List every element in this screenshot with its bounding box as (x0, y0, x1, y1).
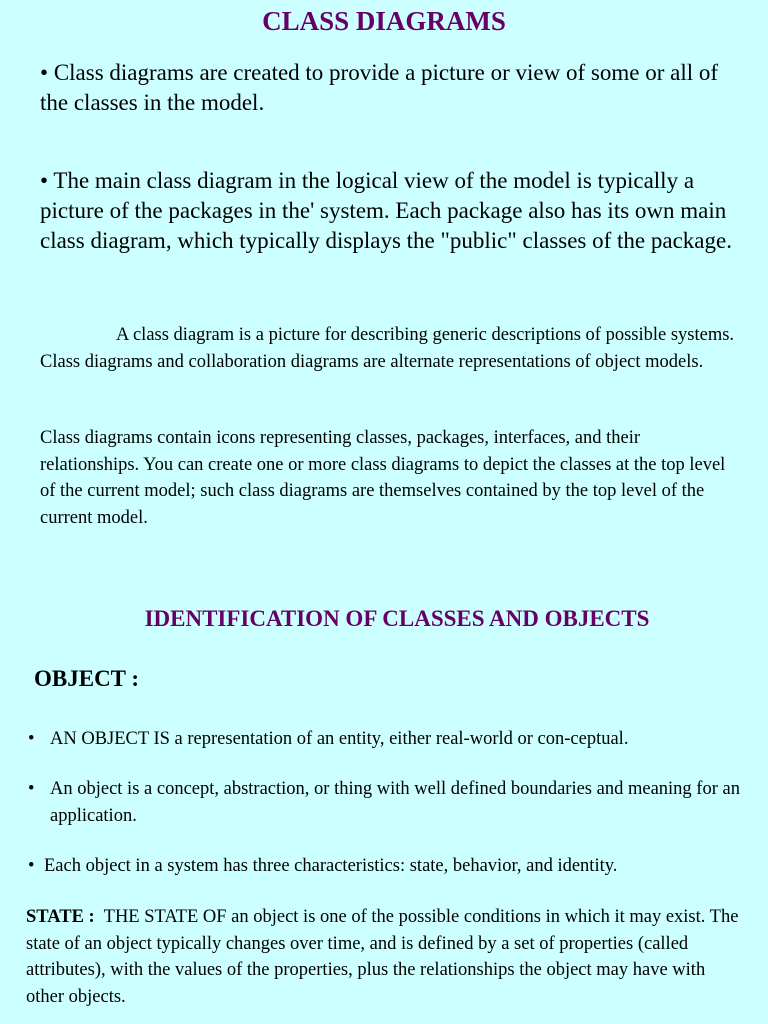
bullet: • (28, 779, 35, 799)
intro-point-2-text: The main class diagram in the logical view of the model is typically a picture of the packages in the' system. Each package also has its own main class diagram, which typically displays the "public" classes of the package. (40, 168, 732, 253)
state-label: STATE : (26, 907, 95, 927)
bullet: • (28, 856, 35, 876)
object-bullet-2-text: An object is a concept, abstraction, or thing with well defined boundaries and meaning for an application. (50, 779, 740, 826)
paragraph-1-text: A class diagram is a picture for describing generic descriptions of possible systems. Class diagrams and collaboration diagrams are alternate representations of object models. (40, 325, 735, 372)
page-title: CLASS DIAGRAMS (262, 6, 506, 36)
bullet: • (40, 60, 49, 85)
paragraph-1 (40, 322, 740, 375)
object-bullet-1 (28, 726, 748, 753)
object-bullet-2 (28, 776, 748, 829)
state-text: THE STATE OF an object is one of the possible conditions in which it may exist. The state of an object typically changes over time, and is defined by a set of properties (called attributes), with the values of the properties, plus the relationships the object may have with other objects. (26, 907, 739, 1007)
object-label: OBJECT : (34, 666, 140, 691)
section-heading: IDENTIFICATION OF CLASSES AND OBJECTS (144, 606, 650, 631)
intro-point-1 (40, 58, 740, 118)
intro-point-1-text: Class diagrams are created to provide a picture or view of some or all of the classes in the model. (40, 60, 719, 115)
bullet: • (40, 168, 49, 193)
object-bullet-3-text: Each object in a system has three characteristics: state, behavior, and identity. (44, 856, 618, 876)
state-definition (26, 904, 742, 1010)
intro-point-2 (40, 166, 740, 256)
object-bullet-3 (28, 853, 748, 880)
object-bullet-1-text: AN OBJECT IS a representation of an entity, either real-world or con-ceptual. (50, 729, 629, 749)
paragraph-2: Class diagrams contain icons representing classes, packages, interfaces, and their relationships. You can create one or more class diagrams to depict the classes at the top level of the current model; such class diagrams are themselves contained by the top level of the current model. (40, 428, 726, 528)
bullet: • (28, 729, 35, 749)
